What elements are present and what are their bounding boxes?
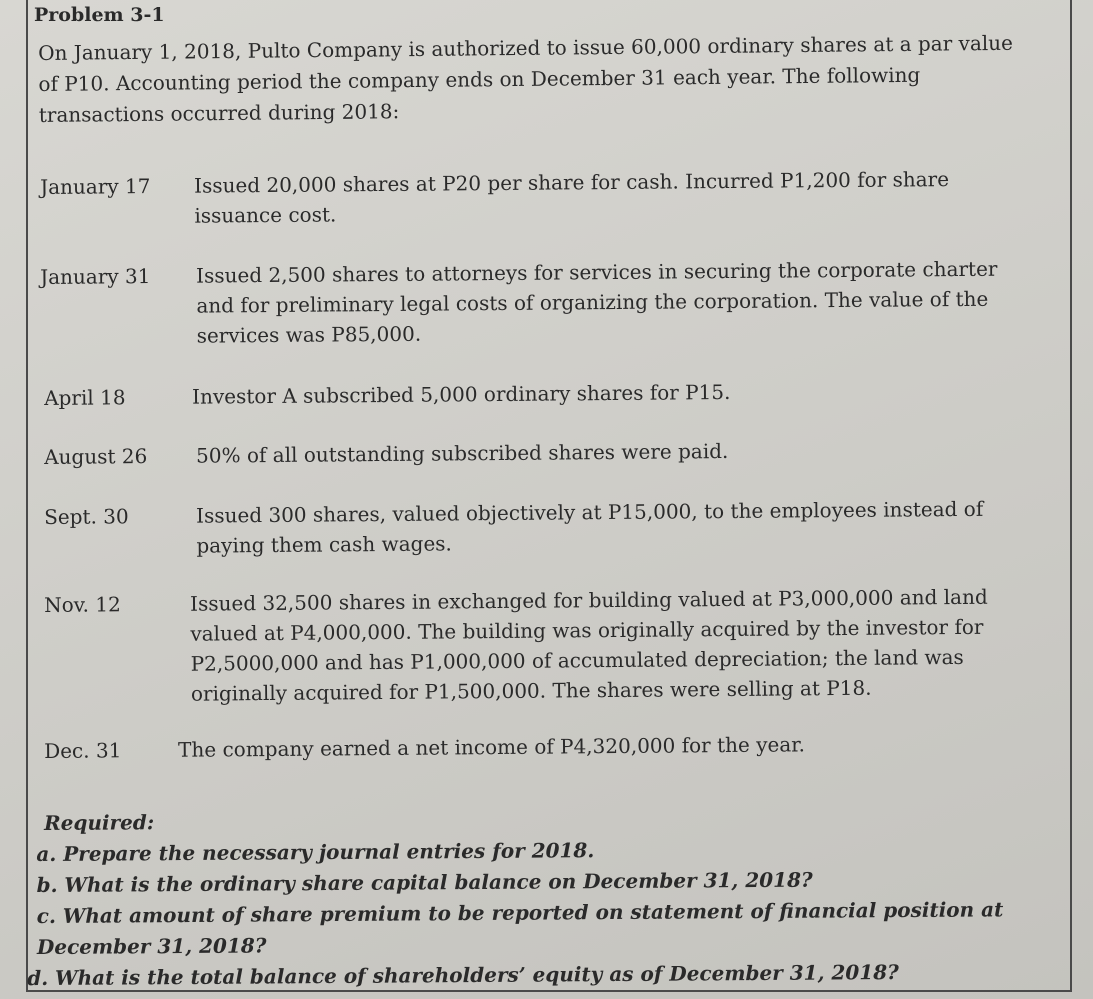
transaction-date: August 26 [44, 444, 148, 469]
required-heading: Required: [44, 810, 155, 835]
problem-title: Problem 3-1 [34, 4, 165, 26]
transaction-text: Investor A subscribed 5,000 ordinary shares for P15. [192, 379, 731, 409]
required-item-c: c. What amount of share premium to be reported on statement of financial position at December 31, 2018? [36, 897, 1004, 960]
required-item-d: d. What is the total balance of shareholders’ equity as of December 31, 2018? [27, 960, 899, 991]
required-section [27, 801, 1055, 994]
transaction-date: Dec. 31 [44, 738, 122, 763]
transaction-text: 50% of all outstanding subscribed shares were paid. [196, 438, 729, 468]
transaction-date: April 18 [44, 385, 126, 410]
transaction-text: Issued 300 shares, valued objectively at P15,000, to the employees instead of paying them cash wages. [196, 496, 984, 558]
transaction-text: Issued 2,500 shares to attorneys for services in securing the corporate charter and for preliminary legal costs of organizing the corporation. The value of the services was P85,000. [196, 256, 998, 348]
transaction-date: Nov. 12 [44, 592, 121, 617]
transaction-text: Issued 20,000 shares at P20 per share for cash. Incurred P1,200 for share issuance cost. [194, 167, 950, 228]
transaction-text: The company earned a net income of P4,320,000 for the year. [178, 732, 806, 762]
transaction-date: Sept. 30 [44, 504, 129, 529]
problem-intro: On January 1, 2018, Pulto Company is authorized to issue 60,000 ordinary shares at a par value of P10. Accounting period the company ends on December 31 each year. The following transactions occurred during 2018: [38, 30, 1014, 127]
required-item-a: a. Prepare the necessary journal entries for 2018. [36, 838, 595, 867]
transaction-date: January 17 [40, 174, 151, 199]
required-item-b: b. What is the ordinary share capital balance on December 31, 2018? [36, 867, 813, 898]
transaction-text: Issued 32,500 shares in exchanged for building valued at P3,000,000 and land valued at P4,000,000. The building was originally acquired by the investor for P2,5000,000 and has P1,000,000 of accumulated depreciation; the land was originally acquired for P1,500,000. The shares were selling at P18. [190, 584, 988, 706]
transaction-date: January 31 [40, 264, 151, 289]
